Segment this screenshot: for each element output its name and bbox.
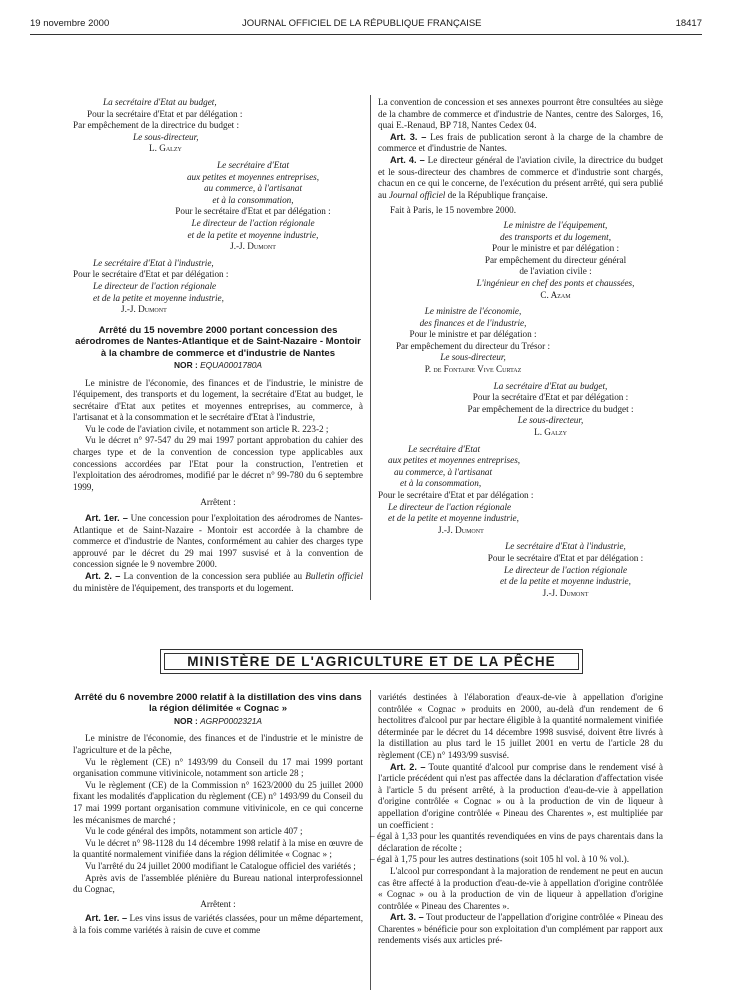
signature-line: Le secrétaire d'Etat à l'industrie,: [93, 257, 214, 268]
signature-line: aux petites et moyennes entreprises,: [186, 171, 320, 182]
signature-line: Le secrétaire d'Etat à l'industrie,: [505, 541, 626, 552]
article-label: Art. 3. –: [390, 912, 424, 923]
article-label: Art. 3. –: [390, 131, 427, 142]
article-label: Art. 1er. –: [85, 913, 128, 924]
signature-line: Par empêchement de la directrice du budget :: [73, 120, 240, 131]
signature-name: L. Galzy: [149, 143, 182, 154]
signature-block: [73, 160, 363, 253]
arretent-heading: Arrêtent :: [200, 497, 236, 508]
signature-line: Par empêchement du directeur du Trésor :: [395, 340, 551, 351]
paragraph: Vu le règlement (CE) de la Commission n° 1623/2000 du 25 juillet 2000 fixant les modalités d'application du règlement (CE) n° 1493/99 du Conseil du 17 mai 1999 portant organisation commune vitivinicole, en ce qui concerne les mécanismes de marché ;: [73, 779, 363, 825]
decree-title: Arrêté du 15 novembre 2000 portant concession des aérodromes de Nantes-Atlantique et de Saint-Nazaire - Montoir à la chambre de commerce et d'industrie de Nantes: [75, 324, 361, 359]
signature-place-date: Fait à Paris, le 15 novembre 2000.: [390, 205, 517, 216]
signature-line: Le secrétaire d'Etat: [408, 443, 481, 454]
article-paragraph: [378, 155, 663, 201]
paragraph: Vu le décret n° 97-547 du 29 mai 1997 portant approbation du cahier des charges type et de la convention de concession type applicables aux concessions accordées par l'Etat pour la construction, l'entretien et l'exploitation des aérodromes, modifié par le décret n° 99-780 du 6 septembre 1999,: [73, 435, 363, 492]
signature-line: Pour le ministre et par délégation :: [491, 243, 620, 254]
signature-line: au commerce, à l'artisanat: [394, 466, 493, 477]
signature-line: Pour la secrétaire d'Etat et par délégation :: [472, 392, 629, 403]
signature-line: Le directeur de l'action régionale: [93, 280, 217, 291]
signature-line: Le directeur de l'action régionale: [503, 564, 628, 575]
column-bottom-right: [370, 692, 663, 947]
nor-label: NOR :: [174, 359, 198, 370]
signature-line: Le sous-directeur,: [133, 131, 199, 142]
header-page-number: 18417: [675, 18, 702, 29]
signature-line: La secrétaire d'Etat au budget,: [493, 380, 608, 391]
paragraph: La convention de concession et ses annexes pourront être consultées au siège de la chambre de commerce et d'industrie de Nantes, centre des Salorges, 16, quai E.-Renaud, BP 718, Nantes Cedex 04.: [378, 97, 663, 131]
signature-line: aux petites et moyennes entreprises,: [388, 455, 521, 466]
signature-line: au commerce, à l'artisanat: [203, 183, 303, 194]
paragraph: Vu le code de l'aviation civile, et notamment son article R. 223-2 ;: [85, 423, 329, 434]
signature-line: Par empêchement de la directrice du budget :: [467, 403, 634, 414]
article-text: La convention de la concession sera publiée au: [123, 571, 306, 581]
ministry-banner: [160, 649, 583, 674]
article-text: Le directeur général de l'aviation civile, la directrice du budget et le sous-directeur des chambres de commerce et d'industrie sont chargés, chacun en ce qui le concerne, de l'exécution du présent arrêté, qui sera publié au: [378, 154, 664, 200]
signature-name: J.-J. Dumont: [121, 304, 167, 315]
article-label: Art. 2. –: [85, 571, 121, 581]
signature-line: Le ministre de l'équipement,: [503, 219, 608, 230]
signature-name: L. Galzy: [534, 427, 567, 438]
article-text-italic: Bulletin officiel: [305, 571, 364, 581]
article-text: de la République française.: [445, 189, 548, 200]
arretent-heading: Arrêtent :: [200, 898, 236, 909]
signature-line: et de la petite et moyenne industrie,: [187, 229, 319, 240]
signature-line: Le sous-directeur,: [517, 415, 584, 426]
signature-name: J.-J. Dumont: [542, 587, 589, 598]
nor-reference: [73, 716, 363, 728]
article-label: Art. 2. –: [390, 761, 426, 772]
signature-line: Pour le secrétaire d'Etat et par délégation :: [487, 552, 644, 563]
signature-block: [73, 97, 363, 155]
signature-block: [378, 381, 663, 439]
paragraph: Le ministre de l'économie, des finances et de l'industrie, le ministre de l'équipement, des transports et du logement, la secrétaire d'Etat au budget, le secrétaire d'Etat aux petites et moyennes entreprises, au commerce, à l'artisanat et à la consommation et le secrétaire d'Etat à l'industrie,: [73, 377, 363, 423]
signature-block: [378, 444, 663, 537]
signature-line: et à la consommation,: [212, 194, 294, 205]
article-paragraph: [73, 571, 363, 594]
signature-name: J.-J. Dumont: [438, 524, 484, 535]
article-paragraph: [378, 912, 663, 947]
signature-block: [378, 541, 663, 599]
nor-label: NOR :: [174, 715, 198, 726]
signature-line: Le secrétaire d'Etat: [216, 159, 290, 170]
signature-line: et de la petite et moyenne industrie,: [93, 292, 224, 303]
header-rule: [30, 34, 702, 35]
page-header: [30, 18, 702, 32]
article-text: Les frais de publication seront à la charge de la chambre de commerce et d'industrie de Nantes.: [378, 131, 663, 154]
paragraph: Le ministre de l'économie, des finances et de l'industrie et le ministre de l'agriculture et de la pêche,: [73, 733, 363, 755]
signature-name: J.-J. Dumont: [230, 241, 276, 252]
nor-code: AGRP0002321A: [200, 715, 262, 726]
signature-line: La secrétaire d'Etat au budget,: [103, 97, 217, 107]
signature-line: des finances et de l'industrie,: [419, 317, 527, 328]
article-paragraph: [378, 762, 663, 832]
signature-block: [378, 220, 663, 301]
paragraph: Après avis de l'assemblée plénière du Bureau national interprofessionnel du Cognac,: [73, 872, 363, 895]
header-date: 19 novembre 2000: [30, 18, 110, 29]
paragraph: Vu le décret n° 98-1128 du 14 décembre 1998 relatif à la mise en œuvre de la quantité normalement vinifiée dans la région délimitée « Cognac » ;: [73, 837, 363, 860]
paragraph: Vu l'arrêté du 24 juillet 2000 modifiant le Catalogue officiel des variétés ;: [85, 860, 356, 871]
signature-line: et de la petite et moyenne industrie,: [500, 576, 631, 587]
signature-line: Pour le secrétaire d'Etat et par délégation :: [378, 490, 534, 500]
article-paragraph: [73, 913, 363, 936]
article-text-italic: Journal officiel: [388, 189, 446, 200]
article-paragraph: [378, 132, 663, 155]
article-text: Toute quantité d'alcool pur comprise dans le rendement visé à l'article précédent qui n'est pas affectée dans la déclaration d'affectation visée à l'article 5 du présent arrêté, à la production d'eau-de-vie à appellation d'origine contrôlée « Cognac » ou à la production de vin de liqueur à appellation d'origine contrôlée « Pineau des Charentes », est multipliée par un coefficient :: [378, 761, 663, 830]
signature-line: L'ingénieur en chef des ponts et chaussées,: [476, 277, 635, 288]
signature-line: Le directeur de l'action régionale: [388, 501, 512, 512]
signature-line: et de la petite et moyenne industrie,: [388, 513, 519, 524]
ministry-banner-title: MINISTÈRE DE L'AGRICULTURE ET DE LA PÊCHE: [164, 653, 579, 670]
paragraph: L'alcool pur correspondant à la majoration de rendement ne peut en aucun cas être affecté à la production d'eau-de-vie à appellation d'origine contrôlée « Cognac » ou à la production de vin de liqueur à appellation d'origine contrôlée « Pineau des Charentes ».: [378, 865, 663, 911]
signature-line: et à la consommation,: [400, 478, 482, 489]
signature-line: Le ministre de l'économie,: [424, 306, 522, 317]
article-label: Art. 1er. –: [85, 513, 128, 524]
signature-line: Pour le ministre et par délégation :: [409, 329, 537, 340]
paragraph: Vu le règlement (CE) n° 1493/99 du Conseil du 17 mai 1999 portant organisation commune vitivinicole, notamment son article 28 ;: [73, 756, 363, 779]
decree-title: Arrêté du 6 novembre 2000 relatif à la distillation des vins dans la région délimitée « Cognac »: [74, 692, 362, 715]
column-top-right: [378, 97, 663, 599]
article-paragraph: [73, 513, 363, 571]
article-text: du ministère de l'équipement, des transports et du logement.: [73, 582, 294, 593]
paragraph: Vu le code général des impôts, notamment son article 407 ;: [85, 826, 303, 837]
signature-line: Pour le secrétaire d'Etat et par délégation :: [175, 206, 331, 217]
article-text: Les vins issus de variétés classées, pour un même département, à la fois comme variétés à raisin de cuve et comme: [73, 913, 363, 935]
article-text: Tout producteur de l'appellation d'origine contrôlée « Pineau des Charentes » bénéficie pour son exploitation d'un complément par rapport aux rendements visés aux articles pré-: [378, 912, 663, 946]
signature-name: C. Azam: [540, 289, 571, 300]
signature-line: des transports et du logement,: [499, 231, 611, 242]
paragraph: variétés destinées à l'élaboration d'eaux-de-vie à appellation d'origine contrôlée « Cognac » produits en 2000, au-delà d'un rendement de 6 hectolitres d'alcool pur par hectare éligible à la quantité normalement vinifiée déterminée par le décret du 14 décembre 1998 susvisé, doivent être livrés à la distillation au plus tard le 15 juillet 2001 en vertu de l'article 28 du règlement (CE) n° 1493/99 susvisé.: [378, 692, 663, 760]
column-bottom-left: [73, 692, 363, 937]
header-journal-title: JOURNAL OFFICIEL DE LA RÉPUBLIQUE FRANÇAISE: [242, 18, 482, 29]
signature-name: P. de Fontaine Vive Curtaz: [424, 364, 522, 375]
signature-line: Par empêchement du directeur général: [484, 254, 627, 265]
signature-line: Le sous-directeur,: [440, 352, 506, 363]
signature-block: [283, 306, 663, 376]
signature-line: Pour la secrétaire d'Etat et par délégation :: [87, 108, 243, 119]
article-text: Une concession pour l'exploitation des aérodromes de Nantes-Atlantique et de Saint-Nazaire - Montoir est accordée à la chambre de commerce et d'industrie de Nantes, conformément au cahier des charges type approuvé par le décret du 29 mai 1997 susvisé et à la convention de concession signée le 9 novembre 2000.: [73, 513, 363, 570]
bullet-item: – égal à 1,33 pour les quantités revendiquées en vins de pays charentais dans la déclaration de récolte ;: [370, 831, 663, 853]
article-label: Art. 4. –: [390, 154, 425, 165]
signature-line: Pour le secrétaire d'Etat et par délégation :: [73, 269, 229, 280]
signature-line: de l'aviation civile :: [519, 266, 592, 277]
nor-code: EQUA0001780A: [200, 359, 262, 370]
signature-line: Le directeur de l'action régionale: [191, 217, 315, 228]
bullet-item: – égal à 1,75 pour les autres destinations (soit 105 hl vol. à 10 % vol.).: [370, 854, 629, 865]
